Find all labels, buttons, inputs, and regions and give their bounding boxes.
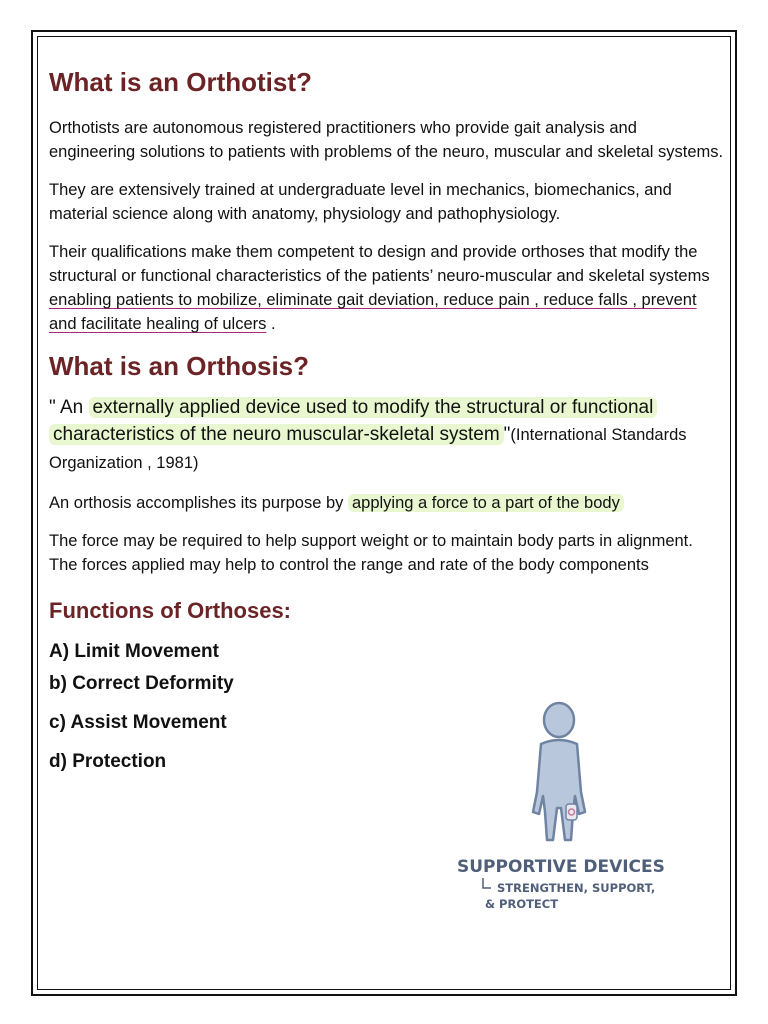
quote-open: " An (49, 397, 89, 418)
function-item-limit-movement: A) Limit Movement (49, 641, 219, 662)
person-with-knee-brace-icon (455, 700, 695, 915)
orthotist-paragraph-1: Orthotists are autonomous registered practitioners who provide gait analysis and engineering solutions to patients with problems of the neuro, muscular and skeletal systems. (49, 119, 724, 161)
definition-citation: (International Standards Organization , 1981) (49, 426, 687, 472)
function-item-protection: d) Protection (49, 751, 167, 772)
qualifications-text: Their qualifications make them competent to design and provide orthoses that modify the structural or functional characteristics of the patients’ neuro-muscular and skeletal systems (49, 243, 710, 285)
quote-close: " (503, 424, 511, 445)
caption-title: SUPPORTIVE DEVICES (457, 857, 665, 877)
orthotist-paragraph-2: They are extensively trained at undergraduate level in mechanics, biomechanics, and material science along with anatomy, physiology and pathophysiology. (49, 181, 672, 223)
orthosis-heading: What is an Orthosis? (49, 351, 310, 381)
force-paragraph: The force may be required to help support weight or to maintain body parts in alignment. The forces applied may help to control the range and rate of the body components (49, 532, 693, 574)
caption-line-1: STRENGTHEN, SUPPORT, (497, 881, 656, 895)
orthotist-heading: What is an Orthotist? (49, 67, 312, 97)
document-content (49, 62, 724, 775)
highlighted-definition: externally applied device used to modify the structural or functional characteristics of the neuro muscular-skeletal system (49, 397, 657, 445)
underlined-outcomes: enabling patients to mobilize, eliminate gait deviation, reduce pain , reduce falls , prevent and facilitate healing of ulcers (49, 291, 697, 333)
orthosis-purpose (49, 491, 724, 515)
purpose-text: An orthosis accomplishes its purpose by (49, 494, 348, 512)
functions-heading: Functions of Orthoses: (49, 598, 291, 623)
highlighted-purpose: applying a force to a part of the body (348, 494, 624, 512)
caption-line-2: & PROTECT (485, 897, 559, 911)
iso-definition-quote (49, 394, 724, 477)
supportive-devices-illustration (455, 700, 695, 915)
orthotist-paragraph-3 (49, 240, 724, 336)
function-item-correct-deformity: b) Correct Deformity (49, 673, 234, 694)
function-item-assist-movement: c) Assist Movement (49, 712, 227, 733)
paragraph-end: . (266, 315, 276, 333)
